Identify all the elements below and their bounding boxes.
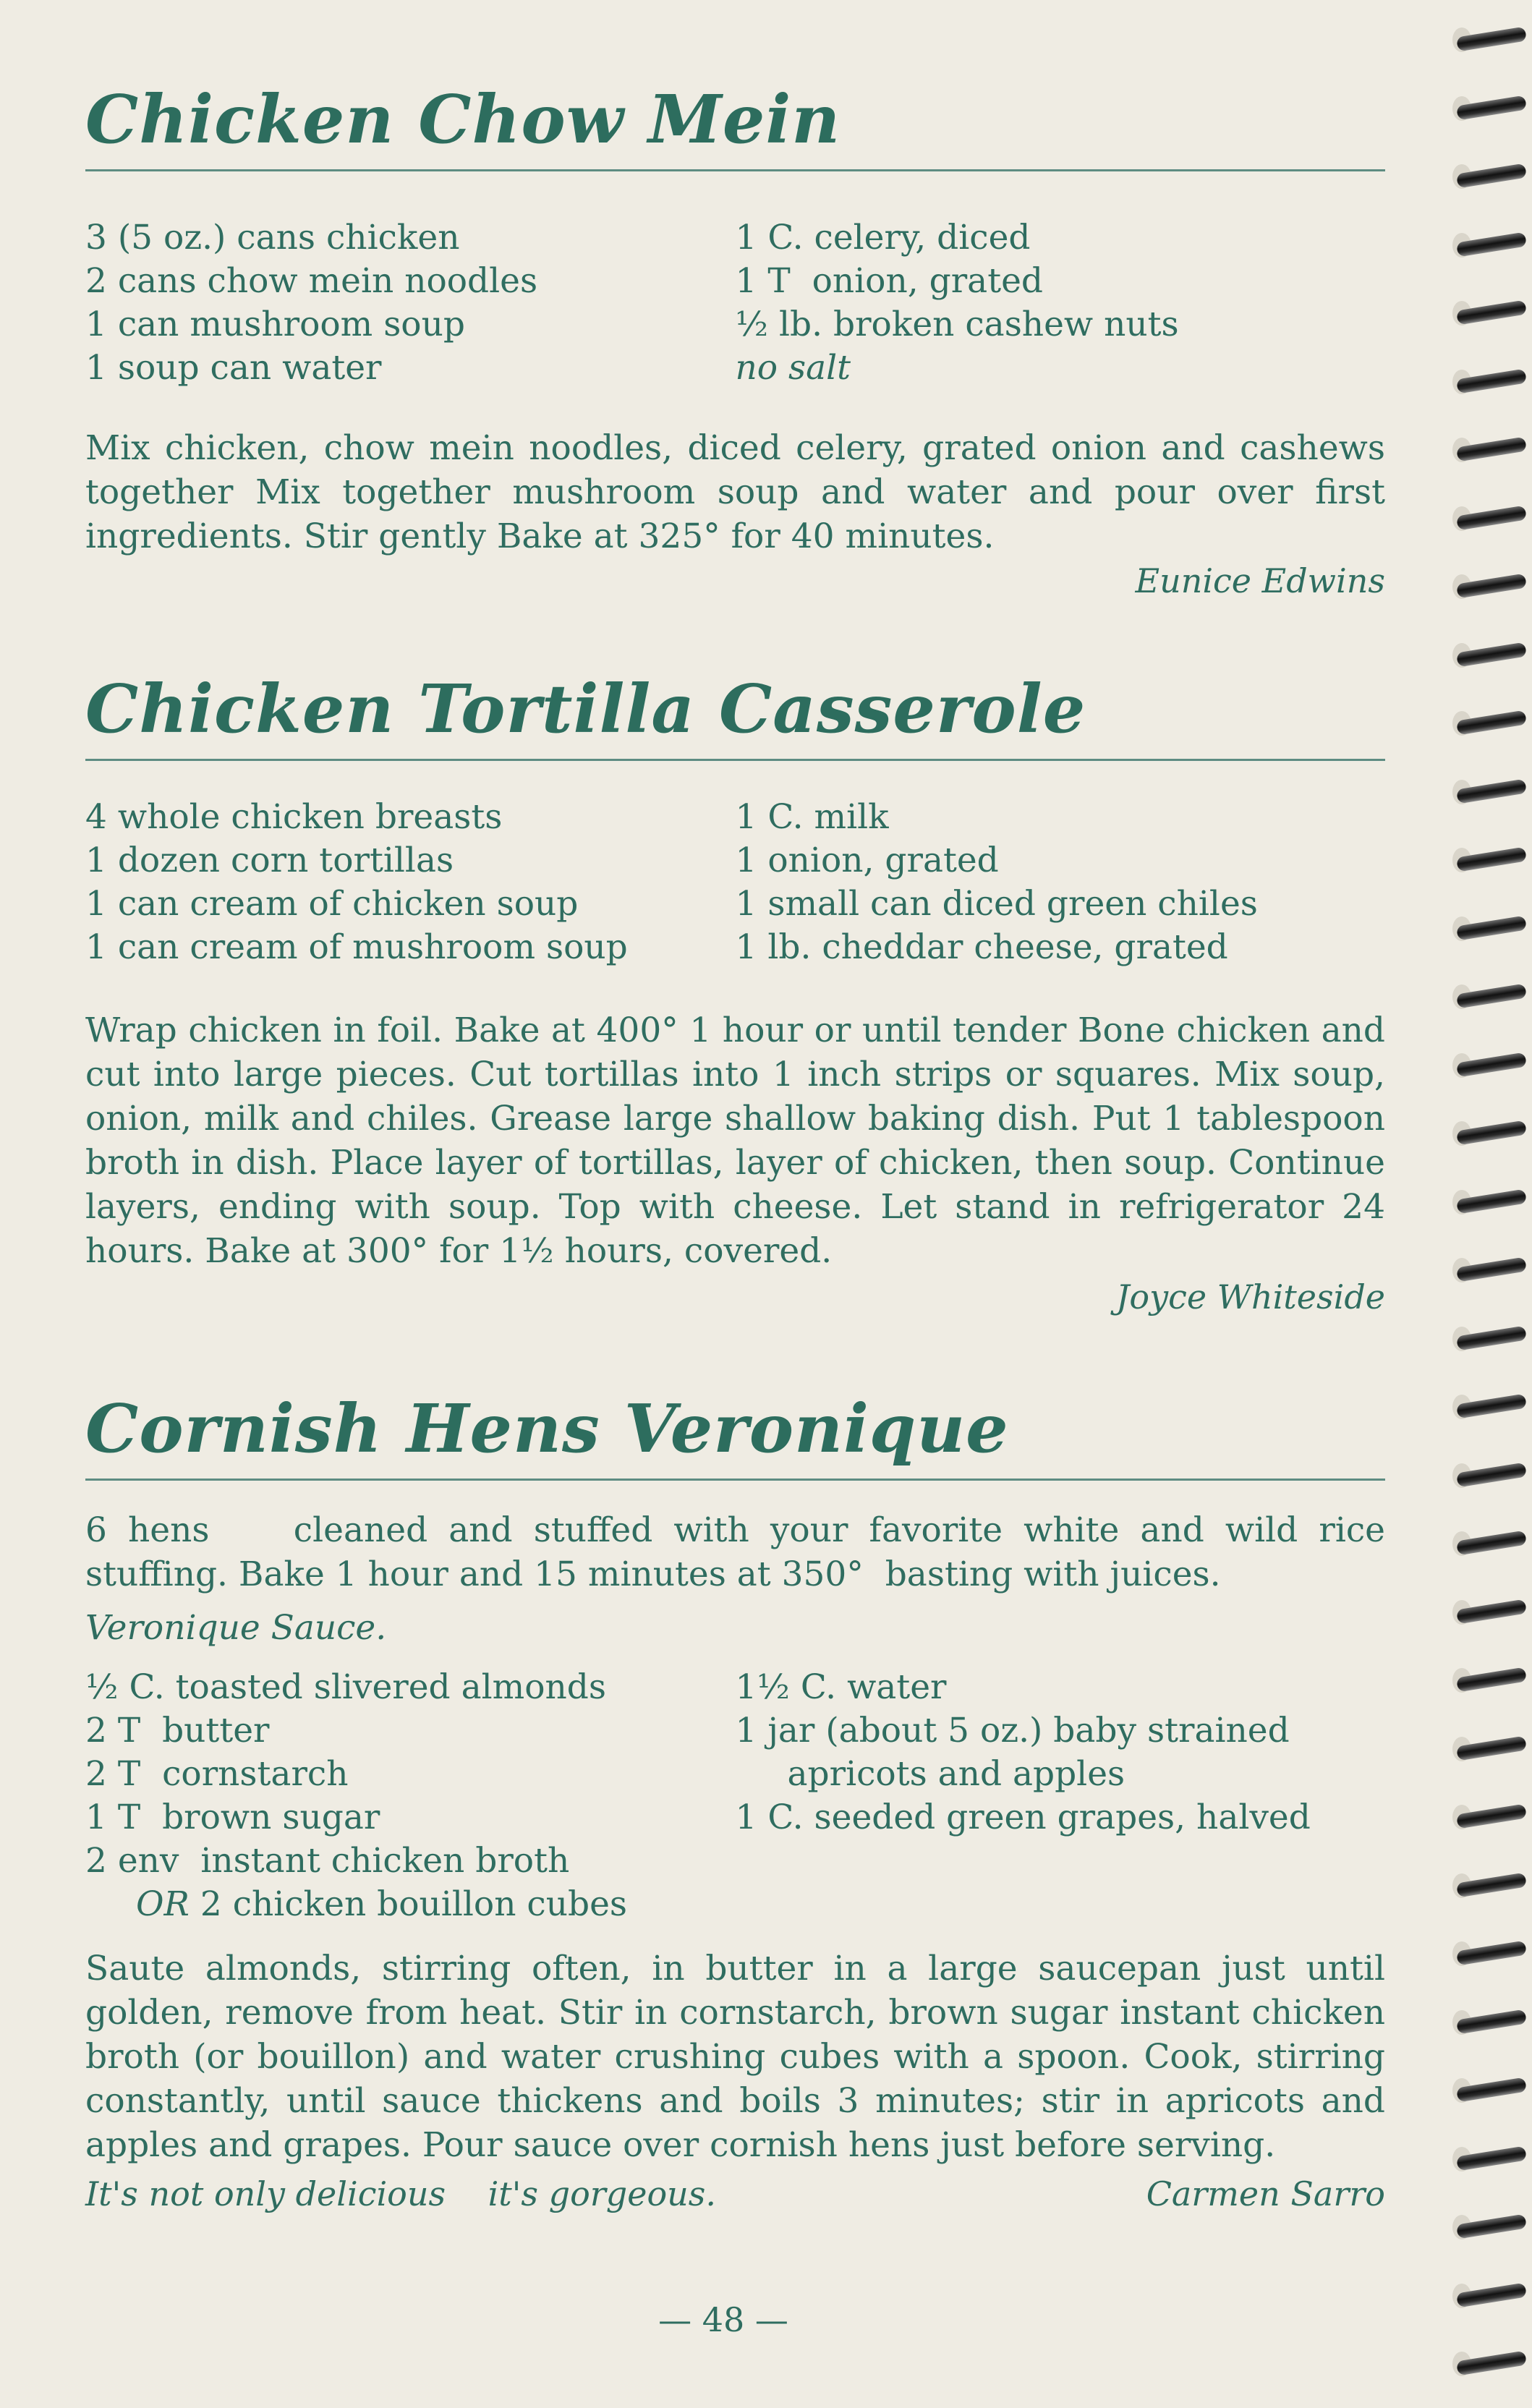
ingredient-item: 1 T onion, grated xyxy=(735,261,1043,302)
ingredient-alternative xyxy=(85,1883,736,1926)
ingredients-left xyxy=(85,216,736,390)
ingredient-item: 2 T butter xyxy=(85,1711,270,1751)
ingredient-item: 1 lb. cheddar cheese, grated xyxy=(735,927,1228,968)
ingredient-item: 2 cans chow mein noodles xyxy=(85,261,538,302)
ingredient-note: no salt xyxy=(735,348,851,388)
spiral-binding xyxy=(1447,0,1532,2408)
ingredient-item: 1 C. milk xyxy=(735,797,889,838)
recipe-credit: Carmen Sarro xyxy=(1146,2174,1385,2214)
ingredient-item: 1 T brown sugar xyxy=(85,1798,380,1838)
intro-text: 6 hens cleaned and stuffed with your favorite white and wild rice stuffing. Bake 1 hour and 15 minutes at 350° basting with juices. xyxy=(85,1510,1396,1595)
title-divider xyxy=(85,759,1385,761)
ingredient-item: 1 can cream of mushroom soup xyxy=(85,927,628,968)
ingredient-item-continued: apricots and apples xyxy=(787,1754,1125,1795)
ingredients-right xyxy=(736,216,1386,390)
footer-line xyxy=(85,2174,1385,2213)
ingredient-item: ½ lb. broken cashew nuts xyxy=(735,305,1179,345)
alternative-text: 2 chicken bouillon cubes xyxy=(189,1884,628,1925)
recipe-chicken-tortilla-casserole xyxy=(85,670,1385,1317)
recipe-chicken-chow-mein xyxy=(85,80,1385,601)
directions: Wrap chicken in foil. Bake at 400° 1 hour or until tender Bone chicken and cut into large pieces. Cut tortillas into 1 inch strips or squares. Mix soup, onion, milk and chiles. Grease large shallow baking dish. Put 1 tablespoon broth in dish. Place layer of tortillas, layer of chicken, then soup. Continue layers, ending with soup. Top with cheese. Let stand in refrigerator 24 hours. Bake at 300° for 1½ hours, covered. xyxy=(85,1011,1385,1272)
tagline: It's not only delicious it's gorgeous. xyxy=(85,2174,717,2214)
ingredient-item: 1 can mushroom soup xyxy=(85,305,465,345)
ingredients xyxy=(85,1666,1385,1926)
directions: Saute almonds, stirring often, in butter in a large saucepan just until golden, remove from heat. Stir in cornstarch, brown sugar instant chicken broth (or bouillon) and water crushing cubes with a spoon. Cook, stirring constantly, until sauce thickens and boils 3 minutes; stir in apricots and apples and grapes. Pour sauce over cornish hens just before serving. xyxy=(85,1949,1385,2166)
ingredient-item: 2 env instant chicken broth xyxy=(85,1841,570,1881)
ingredient-item: 1 soup can water xyxy=(85,348,382,388)
sauce-label: Veronique Sauce. xyxy=(85,1608,387,1648)
page-number: — 48 — xyxy=(658,2300,788,2339)
ingredient-item: 1 can cream of chicken soup xyxy=(85,884,579,924)
directions: Mix chicken, chow mein noodles, diced celery, grated onion and cashews together Mix together mushroom soup and water and pour over first ingredients. Stir gently Bake at 325° for 40 minutes. xyxy=(85,428,1385,557)
recipe-cornish-hens-veronique xyxy=(85,1390,1396,2214)
recipe-title: Chicken Tortilla Casserole xyxy=(85,670,1086,748)
ingredients-right xyxy=(736,1666,1386,1926)
ingredient-item: 1 small can diced green chiles xyxy=(735,884,1258,924)
ingredients-left xyxy=(85,1666,736,1926)
ingredients-left xyxy=(85,796,736,969)
ingredient-item: 1½ C. water xyxy=(735,1667,947,1708)
recipe-credit: Eunice Edwins xyxy=(1135,561,1385,601)
ingredient-item: 2 T cornstarch xyxy=(85,1754,349,1795)
ingredient-item: 1 C. celery, diced xyxy=(735,218,1031,258)
recipe-title: Chicken Chow Mein xyxy=(85,80,841,158)
ingredients-right xyxy=(736,796,1386,969)
ingredient-item: 1 dozen corn tortillas xyxy=(85,841,454,881)
ingredients xyxy=(85,216,1385,390)
recipe-credit: Joyce Whiteside xyxy=(1115,1277,1385,1317)
ingredient-item: 1 C. seeded green grapes, halved xyxy=(735,1798,1311,1838)
ingredients xyxy=(85,796,1385,969)
ingredient-item: 1 jar (about 5 oz.) baby strained xyxy=(735,1711,1290,1751)
ingredient-item: ½ C. toasted slivered almonds xyxy=(85,1667,606,1708)
recipe-title: Cornish Hens Veronique xyxy=(85,1390,1009,1468)
ingredient-item: 4 whole chicken breasts xyxy=(85,797,503,838)
ingredient-item: 3 (5 oz.) cans chicken xyxy=(85,218,460,258)
title-divider xyxy=(85,1479,1385,1481)
or-label: OR xyxy=(136,1884,190,1925)
ingredient-item: 1 onion, grated xyxy=(735,841,999,881)
title-divider xyxy=(85,169,1385,171)
